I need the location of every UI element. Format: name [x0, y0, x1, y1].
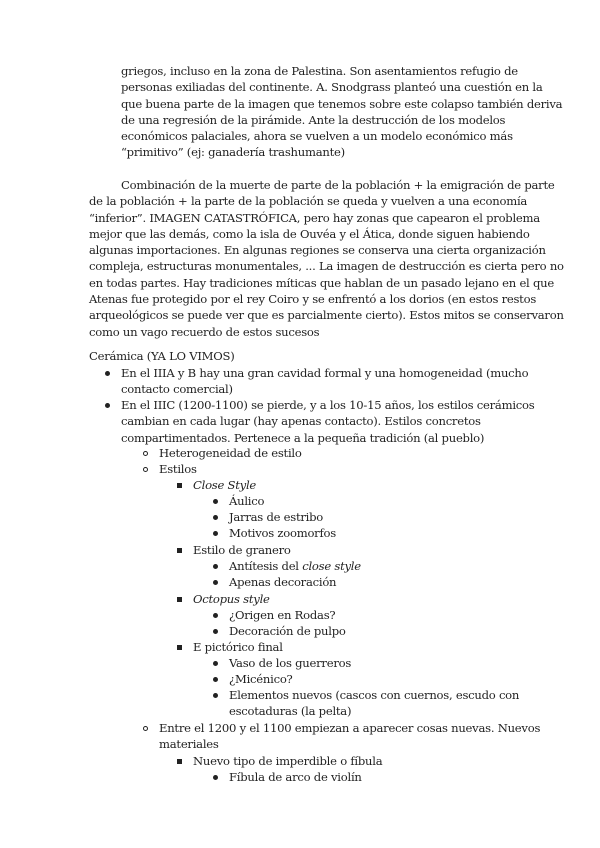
list-item-jarras	[229, 509, 323, 525]
text-line: Apenas decoración	[229, 575, 337, 589]
bullet-circle	[143, 721, 148, 737]
list-item-pictorico	[193, 639, 283, 655]
bullet-disc	[213, 559, 218, 575]
list-item-elementos	[229, 687, 519, 720]
text-line: Heterogeneidad de estilo	[159, 446, 302, 460]
text-line: personas exiliadas del continente. A. Snodgrass planteó una cuestión en la	[121, 80, 543, 95]
list-item-apenas	[229, 574, 336, 590]
list-item-close-style	[193, 477, 256, 493]
bullet-disc	[213, 672, 218, 688]
text-line: En el IIIA y B hay una gran cavidad formal y una homogeneidad (mucho	[121, 366, 529, 380]
text-line: compartimentados. Pertenece a la pequeña tradición (al pueblo)	[121, 430, 485, 445]
bullet-circle	[143, 462, 148, 478]
text-line: materiales	[159, 737, 219, 752]
bullet-disc	[213, 656, 218, 672]
list-item-iiia	[121, 365, 528, 398]
list-item-octopus	[193, 591, 270, 607]
list-item-micenico	[229, 671, 293, 687]
text-line: escotaduras (la pelta)	[229, 704, 352, 719]
text-line: Octopus style	[193, 592, 270, 606]
bullet-square	[177, 754, 182, 770]
text-line	[229, 558, 361, 574]
bullet-disc	[213, 770, 218, 786]
list-item-estilos	[159, 461, 197, 477]
bullet-disc	[105, 398, 110, 414]
text-line: Estilos	[159, 462, 197, 476]
paragraph-colapso	[89, 63, 563, 161]
text-line: Jarras de estribo	[229, 510, 324, 524]
bullet-disc	[213, 608, 218, 624]
text-line: cambian en cada lugar (hay apenas contacto). Estilos concretos	[121, 414, 481, 429]
antitesis-em: close style	[302, 559, 361, 573]
list-item-pulpo	[229, 623, 346, 639]
list-item-iiic	[121, 397, 534, 446]
antitesis-prefix: Antítesis del	[229, 559, 303, 573]
text-line: Decoración de pulpo	[229, 624, 346, 638]
list-item-motivos	[229, 525, 336, 541]
list-item-granero	[193, 542, 291, 558]
text-line: Atenas fue protegido por el rey Coiro y se enfrentó a los dorios (en estos restos	[89, 292, 537, 307]
text-line: económicos palaciales, ahora se vuelven a un modelo económico más	[121, 129, 513, 144]
list-item-antitesis	[229, 558, 361, 574]
text-line: En el IIIC (1200-1100) se pierde, y a los 10-15 años, los estilos cerámicos	[121, 398, 535, 412]
bullet-circle	[143, 446, 148, 462]
list-item-entre	[159, 720, 540, 753]
text-line: de la población + la parte de la población se queda y vuelven a una economía	[89, 194, 528, 209]
list-item-rodas	[229, 607, 335, 623]
text-line: ¿Micénico?	[229, 672, 293, 686]
section-heading-ceramica: Cerámica (YA LO VIMOS)	[89, 349, 235, 363]
paragraph-combinacion	[89, 177, 564, 340]
text-line: Vaso de los guerreros	[229, 656, 352, 670]
list-item-heterogeneidad	[159, 445, 302, 461]
text-line: Fíbula de arco de violín	[229, 770, 362, 784]
bullet-square	[177, 592, 182, 608]
bullet-disc	[213, 624, 218, 640]
list-item-aulico	[229, 493, 264, 509]
bullet-disc	[213, 494, 218, 510]
text-line: Nuevo tipo de imperdible o fíbula	[193, 754, 383, 768]
text-line: algunas importaciones. En algunas regiones se conserva una cierta organización	[89, 243, 546, 258]
text-line: que buena parte de la imagen que tenemos sobre este colapso también deriva	[121, 96, 563, 111]
bullet-square	[177, 640, 182, 656]
text-line: Estilo de granero	[193, 543, 291, 557]
text-line: Áulico	[229, 494, 265, 508]
text-line: contacto comercial)	[121, 382, 233, 397]
text-line: Combinación de la muerte de parte de la población + la emigración de parte	[121, 178, 555, 192]
bullet-disc	[105, 366, 110, 382]
list-item-vaso	[229, 655, 351, 671]
text-line: en todas partes. Hay tradiciones míticas que hablan de un pasado lejano en el que	[89, 275, 554, 290]
text-line: compleja, estructuras monumentales, ... La imagen de destrucción es cierta pero no	[89, 259, 564, 274]
text-line: “primitivo” (ej: ganadería trashumante)	[121, 145, 345, 160]
bullet-square	[177, 543, 182, 559]
text-line: E pictórico final	[193, 640, 283, 654]
text-line: griegos, incluso en la zona de Palestina. Son asentamientos refugio de	[121, 64, 518, 78]
text-line: Entre el 1200 y el 1100 empiezan a aparecer cosas nuevas. Nuevos	[159, 721, 541, 735]
text-line: Elementos nuevos (cascos con cuernos, escudo con	[229, 688, 520, 702]
bullet-disc	[213, 526, 218, 542]
text-line: Motivos zoomorfos	[229, 526, 336, 540]
bullet-disc	[213, 688, 218, 704]
text-line: arqueológicos se puede ver que es parcialmente cierto). Estos mitos se conservaron	[89, 308, 564, 323]
bullet-disc	[213, 510, 218, 526]
list-item-fibula	[229, 769, 362, 785]
text-line: ¿Origen en Rodas?	[229, 608, 336, 622]
bullet-square	[177, 478, 182, 494]
text-line: de una regresión de la pirámide. Ante la destrucción de los modelos	[121, 112, 506, 127]
text-line: como un vago recuerdo de estos sucesos	[89, 324, 320, 339]
text-line: Close Style	[193, 478, 257, 492]
text-line: “inferior”. IMAGEN CATASTRÓFICA, pero hay zonas que capearon el problema	[89, 210, 540, 225]
list-item-imperdible	[193, 753, 382, 769]
bullet-disc	[213, 575, 218, 591]
text-line: mejor que las demás, como la isla de Ouvéa y el Ática, donde siguen habiendo	[89, 226, 530, 241]
